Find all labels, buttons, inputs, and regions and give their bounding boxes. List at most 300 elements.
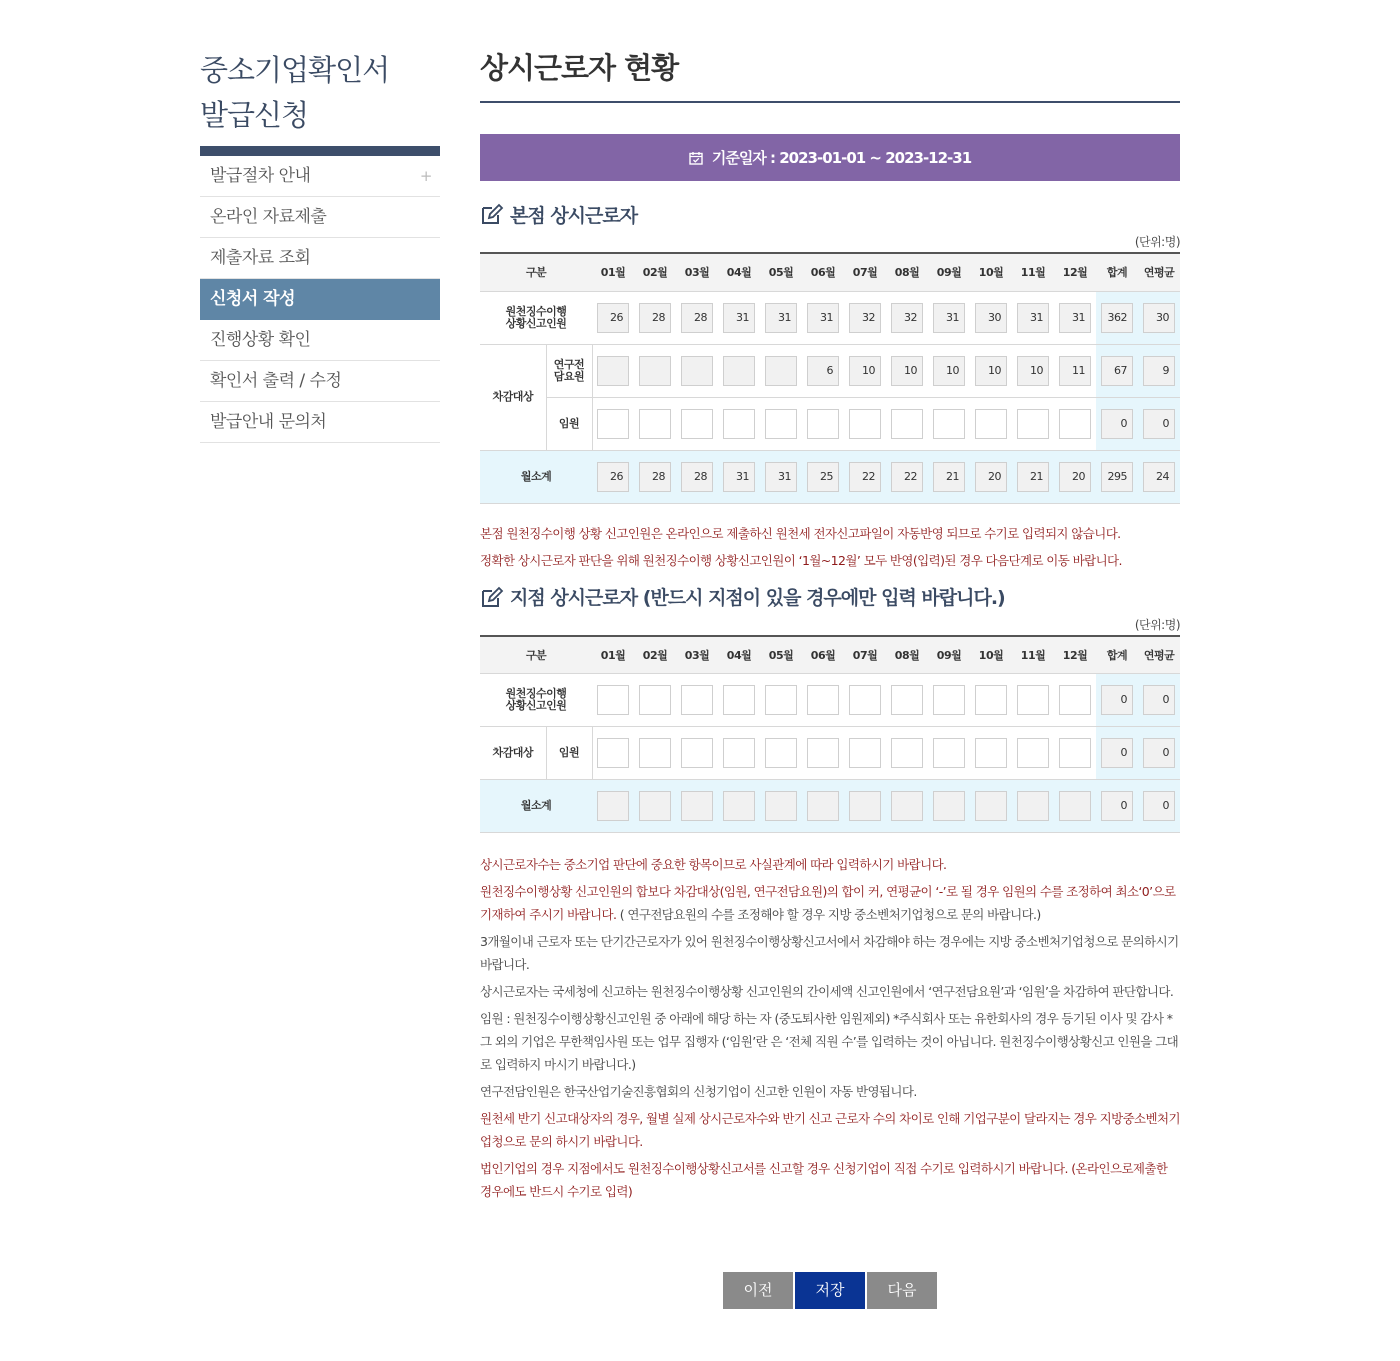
header-col: 02월	[634, 636, 676, 674]
row-label-deduct: 차감대상	[480, 727, 546, 780]
hq-section-title	[480, 201, 1180, 227]
note-text: 상시근로자수는 중소기업 판단에 중요한 항목이므로 사실관계에 따라 입력하시기 바랍니다.	[480, 857, 947, 872]
avg-value: 0	[1143, 791, 1175, 821]
month-cell	[1054, 450, 1096, 503]
avg-value: 0	[1143, 685, 1175, 715]
total-value: 0	[1101, 685, 1133, 715]
note-item	[480, 1007, 1180, 1076]
month-cell	[634, 344, 676, 397]
avg-cell	[1138, 344, 1180, 397]
month-input[interactable]	[933, 409, 965, 439]
month-cell	[760, 674, 802, 727]
month-cell	[970, 727, 1012, 780]
month-cell	[802, 291, 844, 344]
month-cell	[928, 397, 970, 450]
month-value	[723, 356, 755, 386]
month-value	[597, 791, 629, 821]
month-cell	[760, 780, 802, 833]
header-col: 10월	[970, 636, 1012, 674]
month-value	[849, 791, 881, 821]
month-cell	[928, 780, 970, 833]
month-cell	[718, 291, 760, 344]
header-col: 04월	[718, 253, 760, 291]
unit-label: (단위:명)	[1134, 235, 1180, 249]
row-label-exec: 임원	[546, 397, 592, 450]
month-value: 10	[891, 356, 923, 386]
header-col: 08월	[886, 253, 928, 291]
month-cell	[844, 344, 886, 397]
avg-cell	[1138, 674, 1180, 727]
month-cell	[592, 344, 634, 397]
note-text: 3개월이내 근로자 또는 단기간근로자가 있어 원천징수이행상황신고서에서 차감해야 하는 경우에는 지방 중소벤처기업청으로 문의하시기 바랍니다.	[480, 934, 1179, 972]
month-cell	[802, 344, 844, 397]
month-input[interactable]	[765, 409, 797, 439]
hq-table	[480, 252, 1180, 504]
month-cell	[970, 674, 1012, 727]
month-value: 21	[1017, 462, 1049, 492]
month-cell	[1012, 674, 1054, 727]
month-cell	[634, 780, 676, 833]
month-cell	[970, 397, 1012, 450]
month-cell	[634, 397, 676, 450]
month-value: 6	[807, 356, 839, 386]
header-col: 11월	[1012, 253, 1054, 291]
month-cell	[676, 344, 718, 397]
month-cell	[928, 674, 970, 727]
row-label-withholding	[480, 674, 592, 727]
month-cell	[592, 450, 634, 503]
month-input[interactable]	[1059, 685, 1091, 715]
row-label-withholding	[480, 291, 592, 344]
note-extra: ( 연구전담요원의 수를 조정해야 할 경우 지방 중소벤처기업청으로 문의 바랍니다.)	[616, 907, 1041, 922]
month-cell	[634, 674, 676, 727]
month-cell	[970, 291, 1012, 344]
month-cell	[718, 450, 760, 503]
month-cell	[802, 727, 844, 780]
month-input[interactable]	[639, 685, 671, 715]
month-value	[597, 356, 629, 386]
table-row-subtotal	[480, 780, 1180, 833]
month-value: 31	[1017, 303, 1049, 333]
month-cell	[718, 727, 760, 780]
month-cell	[928, 344, 970, 397]
month-input[interactable]	[849, 685, 881, 715]
month-value	[975, 791, 1007, 821]
branch-table	[480, 635, 1180, 834]
month-cell	[970, 344, 1012, 397]
note-item	[480, 1157, 1180, 1203]
month-value: 30	[975, 303, 1007, 333]
total-cell	[1096, 397, 1138, 450]
header-col: 09월	[928, 636, 970, 674]
sidebar-title-line1: 중소기업확인서	[200, 53, 390, 87]
month-input[interactable]	[933, 685, 965, 715]
avg-cell	[1138, 450, 1180, 503]
month-cell	[1054, 727, 1096, 780]
total-value: 0	[1101, 409, 1133, 439]
month-input[interactable]	[723, 738, 755, 768]
month-value	[1017, 791, 1049, 821]
main-content	[480, 48, 1180, 1207]
avg-value: 0	[1143, 409, 1175, 439]
month-value: 32	[891, 303, 923, 333]
month-cell	[760, 727, 802, 780]
month-input[interactable]	[723, 409, 755, 439]
header-col: 03월	[676, 253, 718, 291]
month-cell	[676, 780, 718, 833]
month-cell	[634, 291, 676, 344]
month-value: 31	[765, 462, 797, 492]
month-value: 11	[1059, 356, 1091, 386]
sidebar-item-label: 온라인 자료제출	[210, 207, 327, 227]
header-col: 01월	[592, 253, 634, 291]
month-input[interactable]	[681, 409, 713, 439]
save-button[interactable]: 저장	[795, 1272, 865, 1309]
month-cell	[1054, 780, 1096, 833]
note-text: 원천징수이행상황 신고인원의 합보다 차감대상(임원, 연구전담요원)의 합이 커, 연평균이 ‘-’로 될 경우 임원의 수를 조정하여 최소‘0’으로 기재하여 주시기 바랍니다.	[480, 884, 1176, 922]
month-cell	[1054, 674, 1096, 727]
month-input[interactable]	[639, 738, 671, 768]
header-col: 11월	[1012, 636, 1054, 674]
total-value: 67	[1101, 356, 1133, 386]
sidebar-item-label: 제출자료 조회	[210, 248, 311, 268]
unit-label: (단위:명)	[1134, 617, 1180, 632]
row-label-deduct: 차감대상	[480, 344, 546, 450]
month-value: 31	[765, 303, 797, 333]
sidebar	[200, 48, 440, 443]
avg-cell	[1138, 727, 1180, 780]
avg-cell	[1138, 291, 1180, 344]
month-value: 22	[849, 462, 881, 492]
month-input[interactable]	[849, 738, 881, 768]
note-text: 원천세 반기 신고대상자의 경우, 월별 실제 상시근로자수와 반기 신고 근로자 수의 차이로 인해 기업구분이 달라지는 경우 지방중소벤처기업청으로 문의 하시기 바랍니다.	[480, 1111, 1180, 1149]
total-cell	[1096, 727, 1138, 780]
month-cell	[970, 450, 1012, 503]
avg-cell	[1138, 397, 1180, 450]
sidebar-menu	[200, 156, 440, 443]
month-input[interactable]	[765, 685, 797, 715]
header-col: 합계	[1096, 253, 1138, 291]
month-cell	[886, 674, 928, 727]
month-value: 26	[597, 462, 629, 492]
avg-cell	[1138, 780, 1180, 833]
month-input[interactable]	[975, 685, 1007, 715]
sidebar-item-submitted-lookup[interactable]	[200, 238, 440, 279]
header-col: 연평균	[1138, 253, 1180, 291]
total-value: 362	[1101, 303, 1133, 333]
month-cell	[718, 344, 760, 397]
month-input[interactable]	[807, 685, 839, 715]
month-cell	[676, 674, 718, 727]
month-value: 31	[723, 303, 755, 333]
month-cell	[886, 291, 928, 344]
month-input[interactable]	[975, 409, 1007, 439]
hq-note: 정확한 상시근로자 판단을 위해 원천징수이행 상황신고인원이 ‘1월~12월’ 모두 반영(입력)된 경우 다음단계로 이동 바랍니다.	[480, 552, 1122, 568]
sidebar-item-progress[interactable]	[200, 320, 440, 361]
note-text: 상시근로자는 국세청에 신고하는 원천징수이행상황 신고인원의 간이세액 신고인원에서 ‘연구전담요원’과 ‘임원’을 차감하여 판단합니다.	[480, 984, 1174, 999]
sidebar-divider	[200, 146, 440, 156]
month-cell	[844, 674, 886, 727]
month-cell	[928, 450, 970, 503]
month-cell	[1012, 291, 1054, 344]
note-text: 연구전담인원은 한국산업기술진흥협회의 신청기업이 신고한 인원이 자동 반영됩니다.	[480, 1084, 917, 1099]
header-col: 합계	[1096, 636, 1138, 674]
branch-title-text: 지점 상시근로자 (반드시 지점이 있을 경우에만 입력 바랍니다.)	[510, 587, 1005, 609]
month-value: 26	[597, 303, 629, 333]
sidebar-item-label: 발급안내 문의처	[210, 412, 327, 432]
month-cell	[844, 450, 886, 503]
month-input[interactable]	[1017, 738, 1049, 768]
month-value: 31	[723, 462, 755, 492]
note-item	[480, 853, 1180, 876]
period-text: 기준일자 : 2023-01-01 ~ 2023-12-31	[711, 149, 972, 167]
month-input[interactable]	[639, 409, 671, 439]
month-input[interactable]	[1017, 409, 1049, 439]
period-bar	[480, 134, 1180, 181]
table-header-row	[480, 253, 1180, 291]
sidebar-item-label: 확인서 출력 / 수정	[210, 371, 342, 391]
total-cell	[1096, 291, 1138, 344]
month-cell	[844, 291, 886, 344]
month-value	[765, 791, 797, 821]
month-value: 21	[933, 462, 965, 492]
month-cell	[592, 291, 634, 344]
month-cell	[844, 727, 886, 780]
header-col: 10월	[970, 253, 1012, 291]
month-value: 31	[933, 303, 965, 333]
hq-note: 본점 원천징수이행 상황 신고인원은 온라인으로 제출하신 원천세 전자신고파일이 자동반영 되므로 수기로 입력되지 않습니다.	[480, 525, 1121, 541]
month-cell	[970, 780, 1012, 833]
avg-value: 0	[1143, 738, 1175, 768]
header-col: 08월	[886, 636, 928, 674]
month-input[interactable]	[807, 409, 839, 439]
month-input[interactable]	[597, 685, 629, 715]
total-cell	[1096, 780, 1138, 833]
header-col: 12월	[1054, 636, 1096, 674]
branch-section	[480, 584, 1180, 834]
month-cell	[760, 397, 802, 450]
table-row-withholding	[480, 674, 1180, 727]
month-input[interactable]	[597, 409, 629, 439]
month-input[interactable]	[1017, 685, 1049, 715]
header-col: 04월	[718, 636, 760, 674]
month-value: 31	[1059, 303, 1091, 333]
edit-icon	[480, 203, 504, 225]
month-cell	[886, 397, 928, 450]
note-item	[480, 980, 1180, 1003]
sidebar-item-print-edit[interactable]	[200, 361, 440, 402]
sidebar-item-online-submit[interactable]	[200, 197, 440, 238]
month-cell	[1012, 397, 1054, 450]
row-label-subtotal: 월소계	[480, 780, 592, 833]
month-value: 10	[849, 356, 881, 386]
branch-section-title	[480, 584, 1180, 610]
month-value: 10	[1017, 356, 1049, 386]
sidebar-item-label: 진행상황 확인	[210, 330, 311, 350]
hq-section	[480, 201, 1180, 504]
month-cell	[844, 780, 886, 833]
month-input[interactable]	[765, 738, 797, 768]
month-value	[639, 356, 671, 386]
table-row-research	[480, 344, 1180, 397]
month-input[interactable]	[1059, 738, 1091, 768]
total-cell	[1096, 674, 1138, 727]
month-value	[891, 791, 923, 821]
row-label-research	[546, 344, 592, 397]
month-cell	[718, 674, 760, 727]
note-text: 임원 : 원천징수이행상황신고인원 중 아래에 해당 하는 자 (중도퇴사한 임원제외) *주식회사 또는 유한회사의 경우 등기된 이사 및 감사 * 그 외의 기업은 무한책임사원 또는 업무 집행자 (‘임원’란 은 ‘전체 직원 수’를 입력하는 것이 아닙니다. 원천징수이행상황신고 인원을 그대로 입력하지 마시기 바랍니다.)	[480, 1011, 1179, 1072]
total-cell	[1096, 344, 1138, 397]
month-value	[807, 791, 839, 821]
month-cell	[676, 450, 718, 503]
month-input[interactable]	[597, 738, 629, 768]
month-cell	[634, 727, 676, 780]
row-label-exec: 임원	[546, 727, 592, 780]
calendar-icon	[689, 151, 702, 164]
month-cell	[1012, 450, 1054, 503]
month-input[interactable]	[1059, 409, 1091, 439]
row-label-text: 원천징수이행 상황신고인원	[505, 687, 567, 712]
month-cell	[760, 450, 802, 503]
table-row-exec	[480, 727, 1180, 780]
month-cell	[592, 674, 634, 727]
sidebar-item-label: 신청서 작성	[210, 289, 296, 309]
header-col: 12월	[1054, 253, 1096, 291]
month-cell	[592, 780, 634, 833]
month-cell	[802, 397, 844, 450]
next-button[interactable]: 다음	[867, 1272, 937, 1309]
month-value: 10	[933, 356, 965, 386]
header-category: 구분	[480, 253, 592, 291]
month-cell	[886, 727, 928, 780]
month-cell	[1054, 397, 1096, 450]
month-value	[765, 356, 797, 386]
month-value: 28	[681, 303, 713, 333]
month-cell	[802, 674, 844, 727]
header-col: 03월	[676, 636, 718, 674]
month-value	[723, 791, 755, 821]
month-value: 31	[807, 303, 839, 333]
month-cell	[844, 397, 886, 450]
month-cell	[592, 397, 634, 450]
month-value: 28	[639, 303, 671, 333]
month-cell	[886, 344, 928, 397]
avg-value: 9	[1143, 356, 1175, 386]
header-col: 02월	[634, 253, 676, 291]
month-value	[639, 791, 671, 821]
row-label-text: 원천징수이행 상황신고인원	[505, 304, 567, 330]
header-category: 구분	[480, 636, 592, 674]
month-cell	[676, 291, 718, 344]
row-label-text: 연구전 담요원	[553, 357, 585, 383]
month-cell	[886, 450, 928, 503]
sidebar-item-issue-procedure[interactable]	[200, 156, 440, 197]
header-col: 05월	[760, 253, 802, 291]
month-cell	[1012, 780, 1054, 833]
month-value: 25	[807, 462, 839, 492]
plus-icon[interactable]: +	[419, 167, 432, 185]
month-input[interactable]	[933, 738, 965, 768]
total-value: 0	[1101, 738, 1133, 768]
sidebar-title	[200, 48, 440, 146]
month-cell	[718, 780, 760, 833]
month-cell	[718, 397, 760, 450]
month-cell	[886, 780, 928, 833]
month-cell	[676, 397, 718, 450]
month-input[interactable]	[807, 738, 839, 768]
month-input[interactable]	[891, 685, 923, 715]
month-input[interactable]	[891, 409, 923, 439]
note-text: 법인기업의 경우 지점에서도 원천징수이행상황신고서를 신고할 경우 신청기업이 직접 수기로 입력하시기 바랍니다. (온라인으로제출한 경우에도 반드시 수기로 입력)	[480, 1161, 1168, 1199]
sidebar-item-contact[interactable]	[200, 402, 440, 443]
month-value	[933, 791, 965, 821]
header-col: 05월	[760, 636, 802, 674]
header-col: 07월	[844, 636, 886, 674]
month-cell	[760, 344, 802, 397]
month-value: 28	[639, 462, 671, 492]
note-item	[480, 1107, 1180, 1153]
month-input[interactable]	[681, 738, 713, 768]
month-cell	[760, 291, 802, 344]
note-item	[480, 880, 1180, 926]
month-value	[1059, 791, 1091, 821]
header-col: 09월	[928, 253, 970, 291]
prev-button[interactable]: 이전	[723, 1272, 793, 1309]
total-value: 295	[1101, 462, 1133, 492]
month-value: 20	[975, 462, 1007, 492]
table-row-subtotal	[480, 450, 1180, 503]
header-col: 연평균	[1138, 636, 1180, 674]
month-cell	[1012, 344, 1054, 397]
month-value: 22	[891, 462, 923, 492]
month-value: 32	[849, 303, 881, 333]
month-cell	[592, 727, 634, 780]
note-item	[480, 930, 1180, 976]
avg-value: 24	[1143, 462, 1175, 492]
sidebar-item-application-form[interactable]	[200, 279, 440, 320]
month-input[interactable]	[849, 409, 881, 439]
notes-list	[480, 853, 1180, 1203]
month-cell	[928, 291, 970, 344]
month-cell	[676, 727, 718, 780]
table-row-withholding	[480, 291, 1180, 344]
month-value	[681, 791, 713, 821]
month-input[interactable]	[975, 738, 1007, 768]
hq-title-text: 본점 상시근로자	[510, 204, 638, 227]
sidebar-title-line2: 발급신청	[200, 98, 309, 132]
sidebar-item-label: 발급절차 안내	[210, 166, 311, 186]
month-cell	[1012, 727, 1054, 780]
month-input[interactable]	[723, 685, 755, 715]
month-cell	[1054, 344, 1096, 397]
edit-icon	[480, 586, 504, 608]
total-cell	[1096, 450, 1138, 503]
table-row-exec	[480, 397, 1180, 450]
month-value: 10	[975, 356, 1007, 386]
avg-value: 30	[1143, 303, 1175, 333]
month-cell	[634, 450, 676, 503]
month-cell	[802, 780, 844, 833]
hq-notes	[480, 522, 1180, 572]
row-label-subtotal: 월소계	[480, 450, 592, 503]
month-value	[681, 356, 713, 386]
total-value: 0	[1101, 791, 1133, 821]
month-input[interactable]	[891, 738, 923, 768]
page-title: 상시근로자 현황	[480, 48, 1180, 103]
month-input[interactable]	[681, 685, 713, 715]
month-cell	[802, 450, 844, 503]
month-cell	[928, 727, 970, 780]
